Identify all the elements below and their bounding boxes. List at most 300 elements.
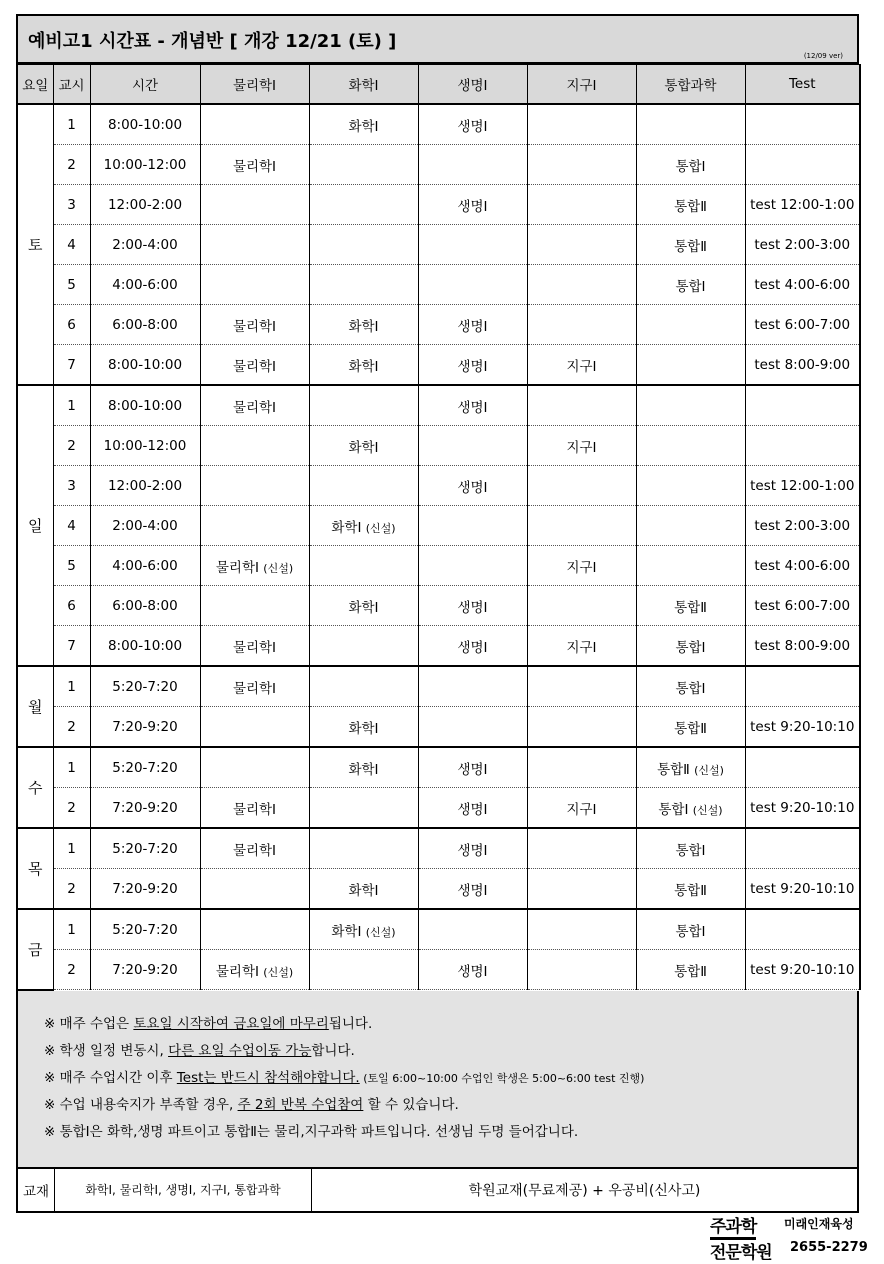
period-cell: 4 [53, 225, 90, 265]
time-cell: 12:00-2:00 [90, 185, 200, 225]
integrated-cell [636, 185, 745, 225]
note-line [44, 1065, 857, 1092]
chemistry-cell [309, 788, 418, 829]
table-row [17, 426, 860, 466]
test-cell: test 2:00-3:00 [745, 506, 860, 546]
table-row [17, 546, 860, 586]
physics-cell [200, 546, 309, 586]
period-cell: 2 [53, 426, 90, 466]
integrated-cell [636, 747, 745, 788]
new-class-note: (신설) [263, 561, 294, 575]
note-segment: Test는 반드시 참석해야합니다. [176, 1069, 360, 1086]
subject-label: 통합Ⅰ [675, 278, 706, 295]
day-cell: 목 [17, 828, 53, 909]
table-row [17, 788, 860, 829]
col-header-period: 교시 [53, 65, 90, 105]
table-row [17, 145, 860, 185]
physics-cell [200, 869, 309, 910]
integrated-cell [636, 506, 745, 546]
col-header-biology: 생명Ⅰ [418, 65, 527, 105]
chemistry-cell [309, 950, 418, 990]
integrated-cell [636, 950, 745, 990]
time-cell: 5:20-7:20 [90, 828, 200, 869]
biology-cell [418, 666, 527, 707]
integrated-cell [636, 265, 745, 305]
earth-cell [527, 145, 636, 185]
integrated-cell [636, 707, 745, 748]
subject-label: 생명Ⅰ [457, 118, 488, 135]
chemistry-cell [309, 666, 418, 707]
schedule-table [16, 64, 861, 991]
physics-cell [200, 385, 309, 426]
physics-cell [200, 426, 309, 466]
biology-cell [418, 225, 527, 265]
period-cell: 2 [53, 788, 90, 829]
integrated-cell [636, 426, 745, 466]
table-row [17, 869, 860, 910]
physics-cell [200, 466, 309, 506]
note-segment: 주 2회 반복 수업참여 [237, 1096, 364, 1113]
subject-label: 통합Ⅰ [675, 158, 706, 175]
biology-cell [418, 747, 527, 788]
biology-cell [418, 707, 527, 748]
biology-cell [418, 950, 527, 990]
subject-label: 생명Ⅰ [457, 358, 488, 375]
note-line [44, 1011, 857, 1038]
test-cell: test 9:20-10:10 [745, 707, 860, 748]
test-cell [745, 385, 860, 426]
academy-phone: 2655-2279 [790, 1240, 868, 1255]
earth-cell [527, 466, 636, 506]
chemistry-cell [309, 869, 418, 910]
physics-cell [200, 145, 309, 185]
time-cell: 7:20-9:20 [90, 950, 200, 990]
integrated-cell [636, 666, 745, 707]
period-cell: 3 [53, 466, 90, 506]
integrated-cell [636, 788, 745, 829]
biology-cell [418, 145, 527, 185]
test-cell [745, 145, 860, 185]
test-cell: test 2:00-3:00 [745, 225, 860, 265]
subject-label: 물리학Ⅰ [232, 318, 277, 335]
day-cell: 수 [17, 747, 53, 828]
time-cell: 8:00-10:00 [90, 345, 200, 386]
earth-cell [527, 546, 636, 586]
new-class-note: (신설) [692, 803, 723, 817]
note-segment: 됩니다. [328, 1015, 373, 1032]
test-cell: test 9:20-10:10 [745, 869, 860, 910]
time-cell: 10:00-12:00 [90, 145, 200, 185]
test-cell: test 4:00-6:00 [745, 265, 860, 305]
time-cell: 10:00-12:00 [90, 426, 200, 466]
time-cell: 5:20-7:20 [90, 666, 200, 707]
period-cell: 6 [53, 586, 90, 626]
col-header-chemistry: 화학Ⅰ [309, 65, 418, 105]
test-cell [745, 426, 860, 466]
integrated-cell [636, 466, 745, 506]
subject-label: 통합Ⅱ [674, 720, 707, 737]
earth-cell [527, 666, 636, 707]
physics-cell [200, 909, 309, 950]
time-cell: 7:20-9:20 [90, 788, 200, 829]
subject-label: 통합Ⅰ [675, 639, 706, 656]
subject-label: 생명Ⅰ [457, 761, 488, 778]
subject-label: 화학Ⅰ [348, 761, 379, 778]
subject-label: 생명Ⅰ [457, 599, 488, 616]
earth-cell [527, 185, 636, 225]
col-header-physics: 물리학Ⅰ [200, 65, 309, 105]
academy-logo-top: 주과학 [710, 1212, 756, 1240]
subject-label: 통합Ⅱ [657, 761, 690, 778]
integrated-cell [636, 145, 745, 185]
earth-cell [527, 828, 636, 869]
timetable-sheet [16, 14, 859, 1213]
table-row [17, 345, 860, 386]
integrated-cell [636, 586, 745, 626]
biology-cell [418, 426, 527, 466]
physics-cell [200, 747, 309, 788]
period-cell: 1 [53, 385, 90, 426]
physics-cell [200, 345, 309, 386]
time-cell: 2:00-4:00 [90, 506, 200, 546]
test-cell: test 8:00-9:00 [745, 345, 860, 386]
subject-label: 생명Ⅰ [457, 963, 488, 980]
biology-cell [418, 869, 527, 910]
test-cell: test 12:00-1:00 [745, 185, 860, 225]
physics-cell [200, 586, 309, 626]
biology-cell [418, 626, 527, 667]
earth-cell [527, 747, 636, 788]
chemistry-cell [309, 747, 418, 788]
time-cell: 4:00-6:00 [90, 265, 200, 305]
physics-cell [200, 506, 309, 546]
earth-cell [527, 104, 636, 145]
subject-label: 지구Ⅰ [566, 358, 597, 375]
test-cell: test 9:20-10:10 [745, 788, 860, 829]
academy-footer [710, 1212, 870, 1263]
earth-cell [527, 345, 636, 386]
table-row [17, 185, 860, 225]
physics-cell [200, 225, 309, 265]
physics-cell [200, 666, 309, 707]
earth-cell [527, 869, 636, 910]
period-cell: 2 [53, 707, 90, 748]
note-segment: 토요일 시작하여 금요일에 마무리 [133, 1015, 329, 1032]
test-cell [745, 104, 860, 145]
subject-label: 생명Ⅰ [457, 318, 488, 335]
subject-label: 생명Ⅰ [457, 198, 488, 215]
period-cell: 1 [53, 909, 90, 950]
physics-cell [200, 788, 309, 829]
biology-cell [418, 466, 527, 506]
academy-logo-bottom: 전문학원 [710, 1243, 772, 1263]
subject-label: 물리학Ⅰ [232, 801, 277, 818]
subject-label: 통합Ⅰ [675, 680, 706, 697]
subject-label: 생명Ⅰ [457, 639, 488, 656]
period-cell: 5 [53, 546, 90, 586]
earth-cell [527, 305, 636, 345]
subject-label: 화학Ⅰ [331, 519, 362, 536]
biology-cell [418, 385, 527, 426]
subject-label: 물리학Ⅰ [215, 559, 259, 576]
period-cell: 7 [53, 626, 90, 667]
period-cell: 4 [53, 506, 90, 546]
biology-cell [418, 265, 527, 305]
time-cell: 12:00-2:00 [90, 466, 200, 506]
test-cell [745, 909, 860, 950]
test-cell: test 4:00-6:00 [745, 546, 860, 586]
subject-label: 화학Ⅰ [348, 118, 379, 135]
table-row [17, 828, 860, 869]
physics-cell [200, 707, 309, 748]
integrated-cell [636, 626, 745, 667]
chemistry-cell [309, 546, 418, 586]
test-cell [745, 828, 860, 869]
test-cell: test 6:00-7:00 [745, 586, 860, 626]
period-cell: 3 [53, 185, 90, 225]
note-segment: ※ 매주 수업은 [44, 1015, 134, 1032]
integrated-cell [636, 345, 745, 386]
physics-cell [200, 185, 309, 225]
subject-label: 물리학Ⅰ [232, 639, 277, 656]
earth-cell [527, 506, 636, 546]
physics-cell [200, 104, 309, 145]
integrated-cell [636, 385, 745, 426]
chemistry-cell [309, 707, 418, 748]
earth-cell [527, 385, 636, 426]
period-cell: 1 [53, 747, 90, 788]
time-cell: 4:00-6:00 [90, 546, 200, 586]
subject-label: 생명Ⅰ [457, 842, 488, 859]
biology-cell [418, 828, 527, 869]
materials-books: 화학Ⅰ, 물리학Ⅰ, 생명Ⅰ, 지구Ⅰ, 통합과학 [55, 1169, 312, 1211]
table-row [17, 385, 860, 426]
page-title: 예비고1 시간표 - 개념반 [ 개강 12/21 (토) ] [28, 31, 397, 52]
subject-label: 화학Ⅰ [348, 318, 379, 335]
col-header-integrated: 통합과학 [636, 65, 745, 105]
chemistry-cell [309, 145, 418, 185]
integrated-cell [636, 305, 745, 345]
table-row [17, 666, 860, 707]
biology-cell [418, 185, 527, 225]
subject-label: 생명Ⅰ [457, 479, 488, 496]
note-line [44, 1038, 857, 1065]
biology-cell [418, 546, 527, 586]
earth-cell [527, 225, 636, 265]
physics-cell [200, 828, 309, 869]
schedule-body [17, 104, 860, 990]
physics-cell [200, 626, 309, 667]
chemistry-cell [309, 506, 418, 546]
earth-cell [527, 909, 636, 950]
time-cell: 7:20-9:20 [90, 707, 200, 748]
biology-cell [418, 506, 527, 546]
biology-cell [418, 909, 527, 950]
chemistry-cell [309, 104, 418, 145]
notes-box [16, 991, 859, 1169]
earth-cell [527, 626, 636, 667]
test-cell [745, 666, 860, 707]
earth-cell [527, 426, 636, 466]
subject-label: 화학Ⅰ [331, 923, 362, 940]
test-cell: test 12:00-1:00 [745, 466, 860, 506]
subject-label: 물리학Ⅰ [232, 399, 277, 416]
note-line [44, 1092, 857, 1119]
table-row [17, 305, 860, 345]
note-segment: 할 수 있습니다. [363, 1096, 459, 1113]
subject-label: 지구Ⅰ [566, 439, 597, 456]
subject-label: 통합Ⅱ [674, 963, 707, 980]
subject-label: 생명Ⅰ [457, 399, 488, 416]
integrated-cell [636, 909, 745, 950]
biology-cell [418, 345, 527, 386]
time-cell: 8:00-10:00 [90, 104, 200, 145]
materials-row [16, 1169, 859, 1213]
new-class-note: (신설) [694, 763, 724, 777]
chemistry-cell [309, 265, 418, 305]
subject-label: 통합Ⅰ [675, 923, 706, 940]
title-bar [16, 14, 859, 64]
table-row [17, 747, 860, 788]
period-cell: 2 [53, 869, 90, 910]
subject-label: 화학Ⅰ [348, 720, 379, 737]
table-row [17, 265, 860, 305]
earth-cell [527, 265, 636, 305]
table-row [17, 909, 860, 950]
subject-label: 생명Ⅰ [457, 882, 488, 899]
test-cell: test 9:20-10:10 [745, 950, 860, 990]
physics-cell [200, 950, 309, 990]
time-cell: 6:00-8:00 [90, 586, 200, 626]
subject-label: 통합Ⅱ [674, 238, 707, 255]
time-cell: 5:20-7:20 [90, 909, 200, 950]
period-cell: 1 [53, 666, 90, 707]
physics-cell [200, 305, 309, 345]
note-segment: 다른 요일 수업이동 가능 [168, 1042, 312, 1059]
table-row [17, 707, 860, 748]
integrated-cell [636, 104, 745, 145]
day-cell: 토 [17, 104, 53, 385]
biology-cell [418, 788, 527, 829]
subject-label: 물리학Ⅰ [232, 680, 277, 697]
table-row [17, 104, 860, 145]
subject-label: 지구Ⅰ [566, 639, 597, 656]
day-cell: 금 [17, 909, 53, 990]
subject-label: 화학Ⅰ [348, 439, 379, 456]
period-cell: 2 [53, 950, 90, 990]
table-row [17, 950, 860, 990]
subject-label: 생명Ⅰ [457, 801, 488, 818]
earth-cell [527, 707, 636, 748]
chemistry-cell [309, 586, 418, 626]
earth-cell [527, 788, 636, 829]
chemistry-cell [309, 345, 418, 386]
col-header-time: 시간 [90, 65, 200, 105]
new-class-note: (신설) [263, 965, 294, 979]
integrated-cell [636, 225, 745, 265]
subject-label: 지구Ⅰ [566, 559, 597, 576]
col-header-earth: 지구Ⅰ [527, 65, 636, 105]
version-label: (12/09 ver) [803, 52, 843, 60]
biology-cell [418, 305, 527, 345]
table-row [17, 626, 860, 667]
subject-label: 물리학Ⅰ [215, 963, 259, 980]
subject-label: 통합Ⅱ [674, 599, 707, 616]
chemistry-cell [309, 426, 418, 466]
integrated-cell [636, 869, 745, 910]
chemistry-cell [309, 466, 418, 506]
note-line [44, 1119, 857, 1146]
earth-cell [527, 950, 636, 990]
table-row [17, 225, 860, 265]
period-cell: 1 [53, 828, 90, 869]
subject-label: 화학Ⅰ [348, 358, 379, 375]
period-cell: 5 [53, 265, 90, 305]
period-cell: 2 [53, 145, 90, 185]
table-row [17, 466, 860, 506]
subject-label: 통합Ⅱ [674, 198, 707, 215]
note-segment: ※ 매주 수업시간 이후 [44, 1069, 177, 1086]
subject-label: 물리학Ⅰ [232, 358, 277, 375]
subject-label: 통합Ⅱ [674, 882, 707, 899]
subject-label: 화학Ⅰ [348, 882, 379, 899]
physics-cell [200, 265, 309, 305]
chemistry-cell [309, 185, 418, 225]
table-row [17, 586, 860, 626]
test-cell: test 8:00-9:00 [745, 626, 860, 667]
test-cell: test 6:00-7:00 [745, 305, 860, 345]
col-header-test: Test [745, 65, 860, 105]
subject-label: 통합Ⅰ [658, 801, 689, 818]
integrated-cell [636, 546, 745, 586]
subject-label: 물리학Ⅰ [232, 842, 277, 859]
materials-fee: 학원교재(무료제공) + 우공비(신사고) [468, 1182, 701, 1199]
note-segment: (토일 6:00~10:00 수업인 학생은 5:00~6:00 test 진행) [359, 1071, 645, 1085]
chemistry-cell [309, 828, 418, 869]
table-row [17, 506, 860, 546]
subject-label: 화학Ⅰ [348, 599, 379, 616]
integrated-cell [636, 828, 745, 869]
test-cell [745, 747, 860, 788]
time-cell: 5:20-7:20 [90, 747, 200, 788]
period-cell: 6 [53, 305, 90, 345]
subject-label: 통합Ⅰ [675, 842, 706, 859]
day-cell: 일 [17, 385, 53, 666]
new-class-note: (신설) [365, 925, 396, 939]
chemistry-cell [309, 305, 418, 345]
academy-tagline: 미래인재육성 [784, 1217, 854, 1231]
biology-cell [418, 104, 527, 145]
chemistry-cell [309, 626, 418, 667]
time-cell: 6:00-8:00 [90, 305, 200, 345]
time-cell: 8:00-10:00 [90, 385, 200, 426]
header-row [17, 65, 860, 105]
subject-label: 물리학Ⅰ [232, 158, 277, 175]
time-cell: 8:00-10:00 [90, 626, 200, 667]
chemistry-cell [309, 225, 418, 265]
subject-label: 지구Ⅰ [566, 801, 597, 818]
note-segment: ※ 수업 내용숙지가 부족할 경우, [44, 1096, 238, 1113]
note-segment: ※ 학생 일정 변동시, [44, 1042, 169, 1059]
time-cell: 2:00-4:00 [90, 225, 200, 265]
earth-cell [527, 586, 636, 626]
materials-label: 교재 [18, 1169, 55, 1211]
chemistry-cell [309, 385, 418, 426]
biology-cell [418, 586, 527, 626]
new-class-note: (신설) [365, 521, 396, 535]
note-segment: ※ 통합Ⅰ은 화학,생명 파트이고 통합Ⅱ는 물리,지구과학 파트입니다. 선생님 두명 들어갑니다. [44, 1123, 579, 1140]
note-segment: 합니다. [311, 1042, 355, 1059]
